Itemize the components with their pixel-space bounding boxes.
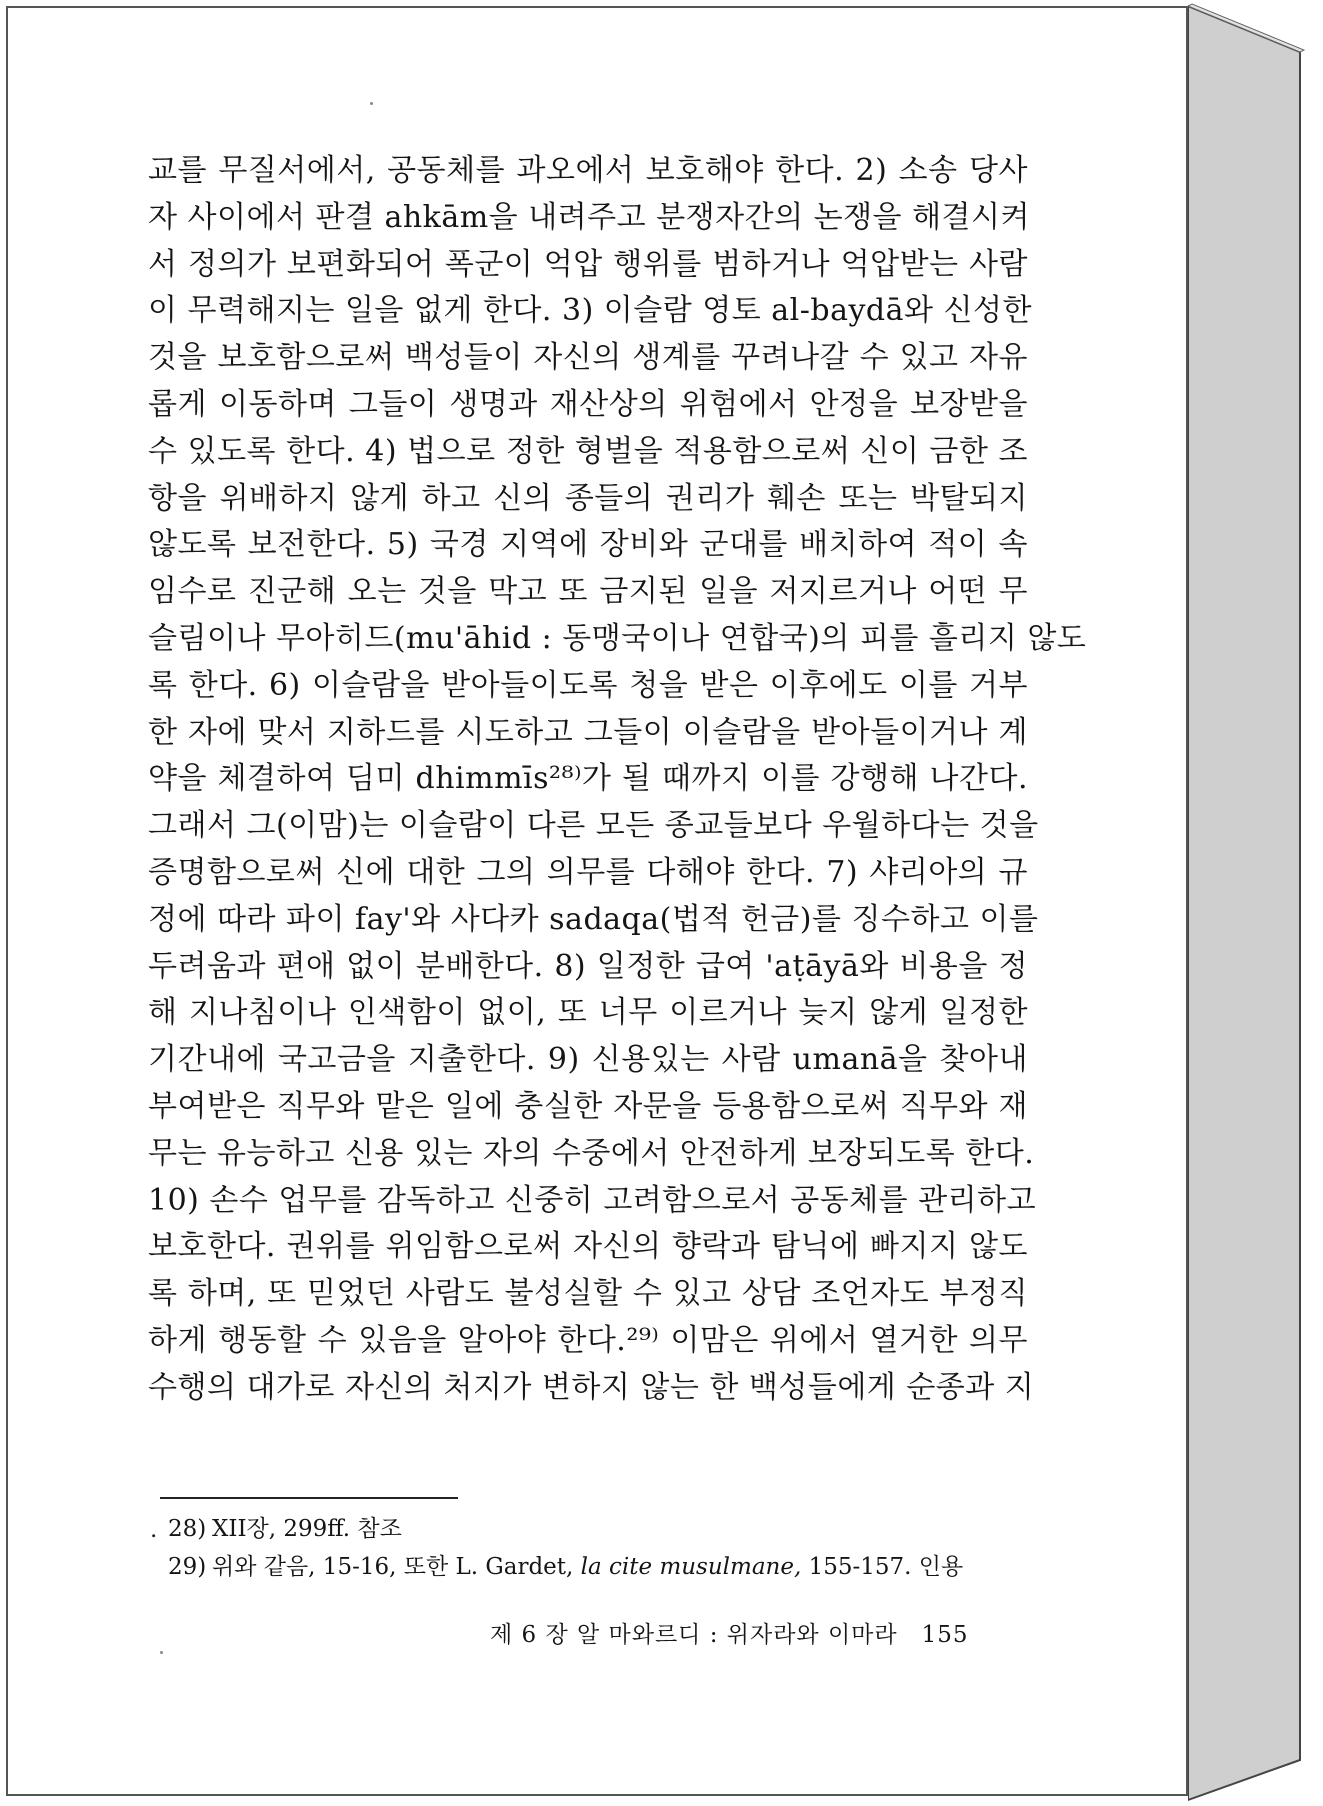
body-line: 해 지나침이나 인색함이 없이, 또 너무 이르거나 늦지 않게 일정한 xyxy=(148,995,1028,1031)
body-line: 그래서 그(이맘)는 이슬람이 다른 모든 종교들보다 우월하다는 것을 xyxy=(148,808,1039,844)
paper-speck xyxy=(370,102,373,105)
body-line: 자 사이에서 판결 ahkām을 내려주고 분쟁자간의 논쟁을 해결시켜 xyxy=(148,199,1030,235)
body-line: 한 자에 맞서 지하드를 시도하고 그들이 이슬람을 받아들이거나 계 xyxy=(148,714,1028,750)
body-text xyxy=(148,148,1087,1412)
running-footer xyxy=(490,1616,969,1649)
paper-speck xyxy=(160,1651,163,1654)
body-line: 증명함으로써 신에 대한 그의 의무를 다해야 한다. 7) 샤리아의 규 xyxy=(148,854,1028,890)
body-line: 두려움과 편애 없이 분배한다. 8) 일정한 급여 'aṭāyā와 비용을 정 xyxy=(148,948,1028,984)
footnote-number: 28) xyxy=(168,1516,207,1542)
body-line: 10) 손수 업무를 감독하고 신중히 고려함으로서 공동체를 관리하고 xyxy=(148,1182,1037,1218)
footnote-28 xyxy=(168,1510,1028,1548)
footnote-29 xyxy=(168,1548,1028,1586)
body-line: 하게 행동할 수 있음을 알아야 한다.²⁹⁾ 이맘은 위에서 열거한 의무 xyxy=(148,1322,1028,1358)
chapter-title: 제 6 장 알 마와르디 : 위자라와 이마라 xyxy=(490,1622,898,1648)
footnote-text: XII장, 299ff. 참조 xyxy=(212,1516,402,1542)
body-line: 임수로 진군해 오는 것을 막고 또 금지된 일을 저지르거나 어떤 무 xyxy=(148,574,1028,610)
body-line: 않도록 보전한다. 5) 국경 지역에 장비와 군대를 배치하여 적이 속 xyxy=(148,527,1028,563)
book-edge xyxy=(1188,0,1323,1806)
body-line: 것을 보호함으로써 백성들이 자신의 생계를 꾸려나갈 수 있고 자유 xyxy=(148,340,1028,376)
footnote-dot-mark: . xyxy=(150,1517,158,1543)
body-line: 교를 무질서에서, 공동체를 과오에서 보호해야 한다. 2) 소송 당사 xyxy=(148,153,1028,188)
footnote-text: 위와 같음, 15-16, 또한 L. Gardet, xyxy=(212,1554,581,1580)
body-line: 수행의 대가로 자신의 처지가 변하지 않는 한 백성들에게 순종과 지 xyxy=(148,1369,1035,1405)
footnote-text-tail: 155-157. 인용 xyxy=(801,1554,964,1580)
body-line: 슬림이나 무아히드(mu'āhid : 동맹국이나 연합국)의 피를 흘리지 않도 xyxy=(148,620,1087,656)
footnotes xyxy=(168,1510,1028,1586)
footnote-italic-title: la cite musulmane, xyxy=(580,1554,802,1580)
body-line: 서 정의가 보편화되어 폭군이 억압 행위를 범하거나 억압받는 사람 xyxy=(148,246,1028,282)
body-line: 기간내에 국고금을 지출한다. 9) 신용있는 사람 umanā을 찾아내 xyxy=(148,1042,1028,1078)
body-line: 이 무력해지는 일을 없게 한다. 3) 이슬람 영토 al-baydā와 신성한 xyxy=(148,293,1032,329)
footnote-number: 29) xyxy=(168,1554,207,1580)
body-line: 록 한다. 6) 이슬람을 받아들이도록 청을 받은 이후에도 이를 거부 xyxy=(148,667,1028,703)
body-line: 약을 체결하여 딤미 dhimmīs²⁸⁾가 될 때까지 이를 강행해 나간다. xyxy=(148,761,1028,797)
body-line: 롭게 이동하며 그들이 생명과 재산상의 위험에서 안정을 보장받을 xyxy=(148,386,1028,422)
body-line: 보호한다. 권위를 위임함으로써 자신의 향락과 탐닉에 빠지지 않도 xyxy=(148,1229,1028,1265)
page-number: 155 xyxy=(921,1622,969,1648)
body-line: 무는 유능하고 신용 있는 자의 수중에서 안전하게 보장되도록 한다. xyxy=(148,1135,1035,1171)
body-line: 수 있도록 한다. 4) 법으로 정한 형벌을 적용함으로써 신이 금한 조 xyxy=(148,433,1028,469)
body-line: 록 하며, 또 믿었던 사람도 불성실할 수 있고 상담 조언자도 부정직 xyxy=(148,1276,1028,1312)
body-line: 정에 따라 파이 fay'와 사다카 sadaqa(법적 헌금)를 징수하고 이를 xyxy=(148,901,1039,937)
body-line: 항을 위배하지 않게 하고 신의 종들의 권리가 훼손 또는 박탈되지 xyxy=(148,480,1028,516)
footnote-rule xyxy=(160,1497,458,1499)
body-line: 부여받은 직무와 맡은 일에 충실한 자문을 등용함으로써 직무와 재 xyxy=(148,1088,1028,1124)
